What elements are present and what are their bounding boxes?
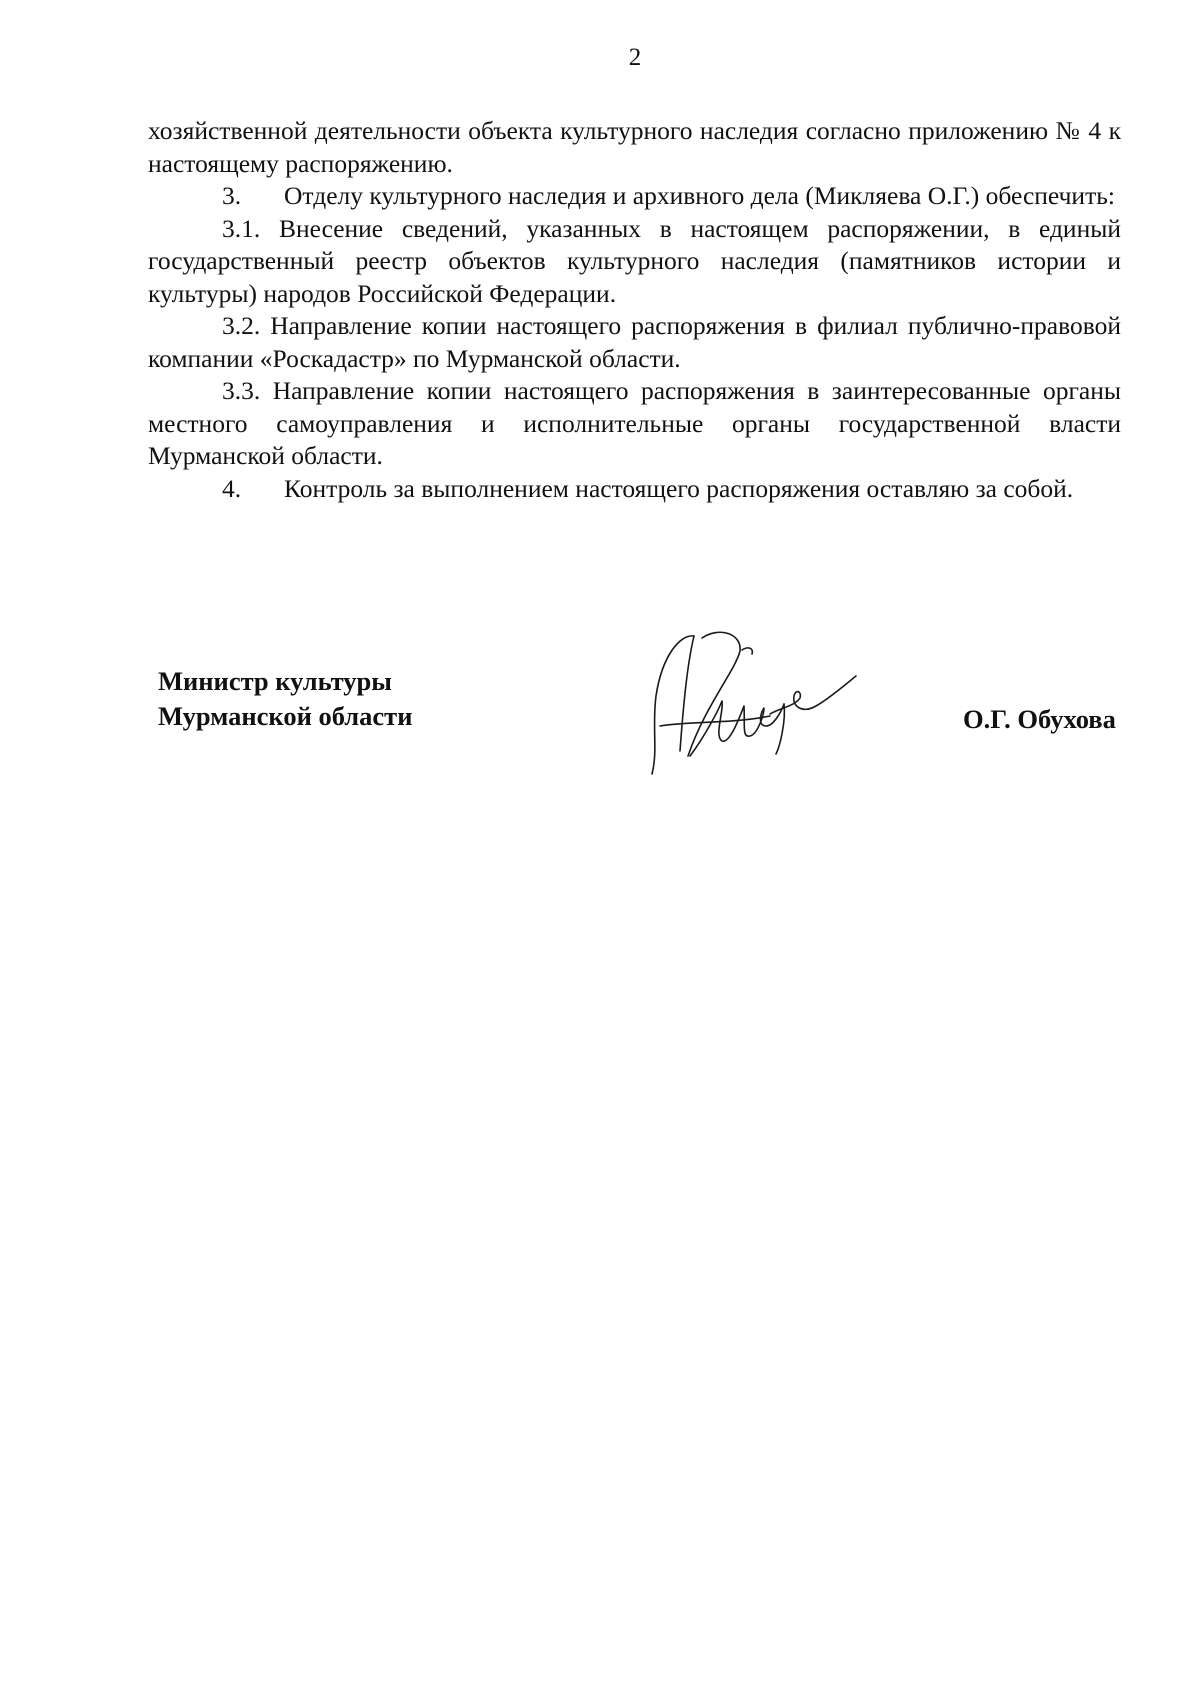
paragraph-item-3-3: 3.3. Направление копии настоящего распоряжения в заинтересованные органы местного самоуправления и исполнительные органы государственной власти Мурманской области. (148, 376, 1121, 470)
document-body (148, 115, 1121, 505)
paragraph-item-3-2: 3.2. Направление копии настоящего распоряжения в филиал публично-правовой компании «Роскадастр» по Мурманской области. (148, 311, 1121, 373)
signatory-position (158, 664, 412, 734)
page-number: 2 (628, 44, 642, 71)
paragraph-continuation: хозяйственной деятельности объекта культурного наследия согласно приложению № 4 к настоящему распоряжению. (148, 116, 1121, 178)
handwritten-signature (650, 626, 890, 776)
paragraph-item-3 (148, 180, 1121, 213)
paragraph-item-3-1: 3.1. Внесение сведений, указанных в настоящем распоряжении, в единый государственный реестр объектов культурного наследия (памятников истории и культуры) народов Российской Федерации. (148, 213, 1121, 308)
item-3-text: Отделу культурного наследия и архивного дела (Микляева О.Г.) обеспечить: (284, 181, 1115, 210)
position-line-2: Мурманской области (158, 701, 413, 731)
item-4-text: Контроль за выполнением настоящего распоряжения оставляю за собой. (284, 473, 1074, 503)
position-line-1: Министр культуры (158, 666, 392, 696)
signer-name: О.Г. Обухова (963, 704, 1116, 734)
item-4-number: 4. (222, 473, 242, 503)
item-3-number: 3. (222, 181, 242, 210)
paragraph-item-4 (148, 473, 1121, 506)
